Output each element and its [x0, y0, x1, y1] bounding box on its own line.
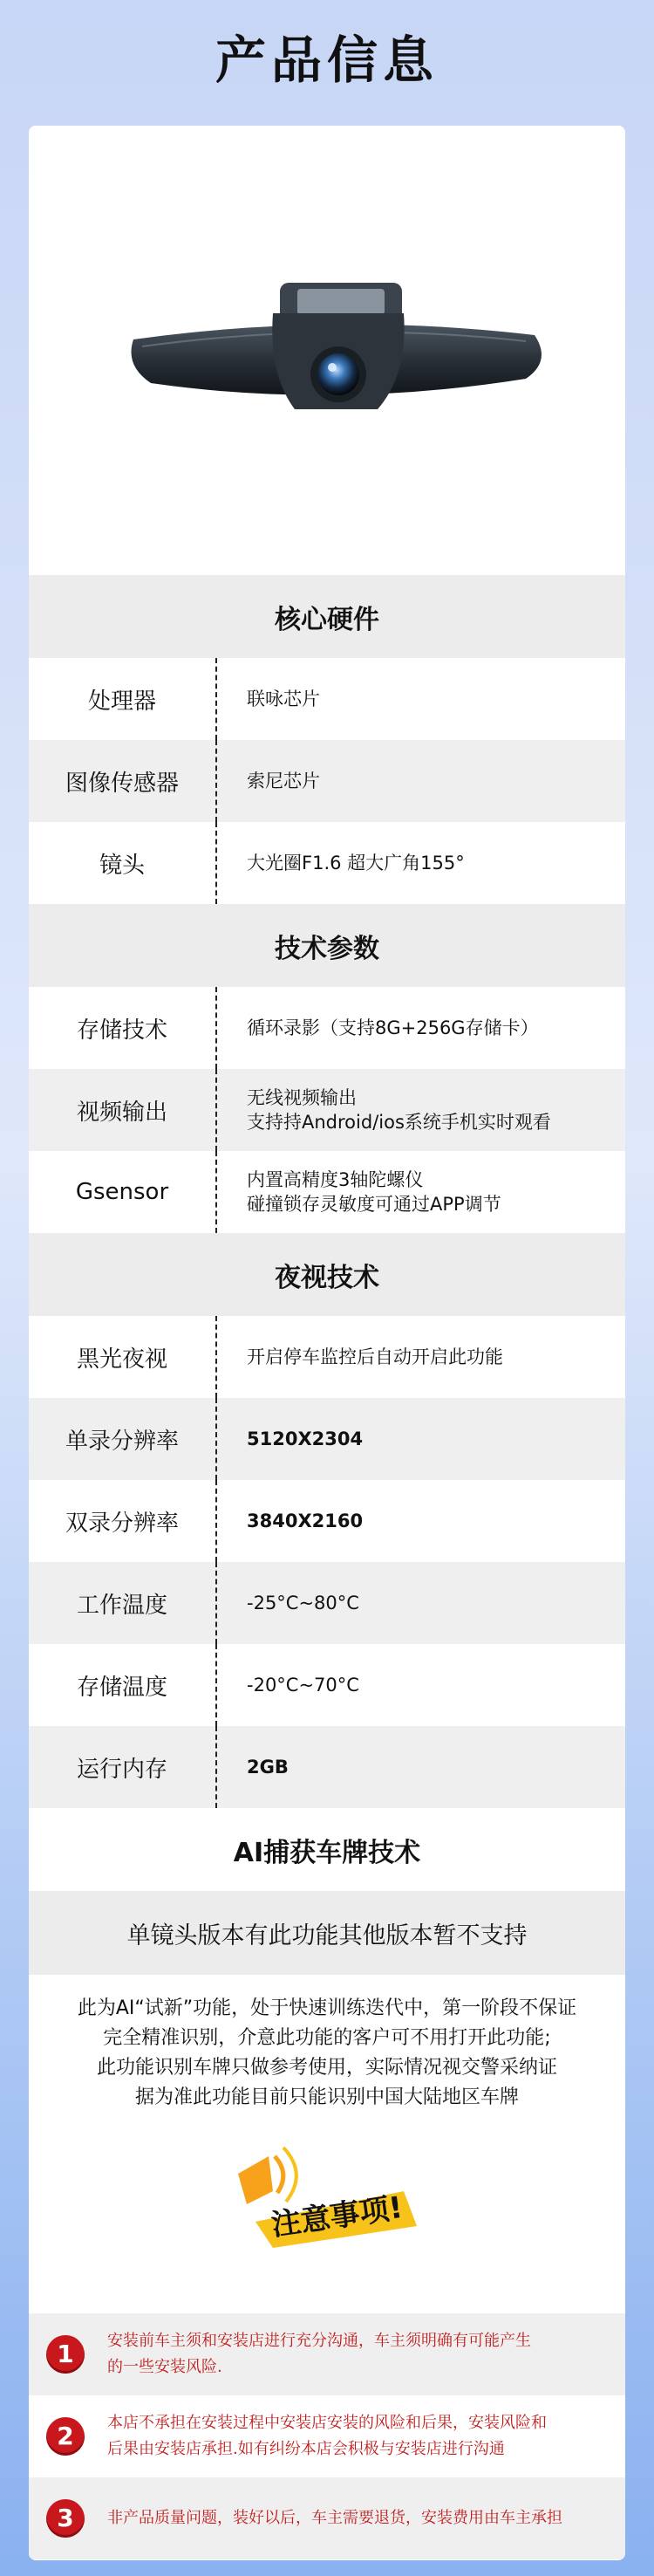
page-title: 产品信息	[215, 31, 439, 90]
spec-label: 存储温度	[76, 1674, 167, 1701]
dashed-divider	[215, 1562, 217, 1644]
ai-description-line: 此为AI“试新”功能，处于快速训练迭代中，第一阶段不保证	[77, 1997, 577, 2019]
dashed-divider	[215, 1151, 217, 1233]
spec-row-video-output	[29, 1069, 625, 1151]
dashed-divider	[215, 987, 217, 1069]
spec-value	[215, 1086, 551, 1134]
spec-value: 大光圈F1.6 超大广角155°	[247, 853, 465, 874]
spec-row-single-resolution	[29, 1398, 625, 1480]
spec-row-image-sensor	[29, 740, 625, 822]
spec-row-lens	[29, 822, 625, 904]
notice-text-line: 后果由安装店承担.如有纠纷本店会积极与安装店进行沟通	[107, 2440, 505, 2458]
notice-item-1	[29, 2313, 625, 2395]
dashed-divider	[215, 1726, 217, 1808]
spec-row-storage	[29, 987, 625, 1069]
notice-text	[107, 2410, 547, 2463]
product-image-area	[29, 126, 625, 575]
spec-label: 双录分辨率	[65, 1510, 179, 1537]
spec-value-line: 内置高精度3轴陀螺仪	[247, 1169, 424, 1190]
notice-item-3	[29, 2477, 625, 2559]
section-header-tech-params: 技术参数	[29, 904, 625, 987]
number-badge: 3	[46, 2499, 85, 2538]
spec-row-dual-resolution	[29, 1480, 625, 1562]
notice-text	[107, 2505, 562, 2531]
section-header-night-vision: 夜视技术	[29, 1233, 625, 1316]
spec-row-processor	[29, 658, 625, 740]
spec-value: 开启停车监控后自动开启此功能	[247, 1346, 503, 1367]
notice-header-area	[29, 2113, 625, 2313]
dashed-divider	[215, 1480, 217, 1562]
spec-row-working-temp	[29, 1562, 625, 1644]
ai-version-banner: 单镜头版本有此功能其他版本暂不支持	[29, 1891, 625, 1975]
spec-value: 2GB	[247, 1757, 289, 1778]
notice-badge	[221, 2139, 430, 2252]
megaphone-icon	[238, 2156, 273, 2204]
product-info-card	[29, 126, 625, 2560]
dashed-divider	[215, 740, 217, 822]
dashed-divider	[215, 1644, 217, 1726]
spec-label: 黑光夜视	[76, 1346, 167, 1373]
ai-description-line: 此功能识别车牌只做参考使用，实际情况视交警采纳证	[96, 2057, 557, 2079]
spec-row-storage-temp	[29, 1644, 625, 1726]
number-badge: 2	[46, 2417, 85, 2456]
dashed-divider	[215, 822, 217, 904]
spec-label: 处理器	[87, 688, 156, 715]
ai-description	[29, 1975, 625, 2113]
spec-label: 运行内存	[76, 1756, 167, 1783]
spec-row-black-light	[29, 1316, 625, 1398]
spec-value-line: 无线视频输出	[247, 1087, 357, 1108]
spec-label: 工作温度	[76, 1592, 167, 1619]
dashed-divider	[215, 1398, 217, 1480]
spec-value	[215, 1168, 501, 1216]
number-badge: 1	[46, 2335, 85, 2374]
spec-value: -20°C~70°C	[247, 1675, 359, 1696]
spec-value: 5120X2304	[247, 1428, 364, 1449]
notice-badge-text: 注意事项!	[269, 2189, 405, 2244]
spec-value: 3840X2160	[247, 1511, 364, 1531]
notice-text-line: 本店不承担在安装过程中安装店安装的风险和后果，安装风险和	[107, 2414, 547, 2432]
section-header-ai-plate: AI捕获车牌技术	[29, 1808, 625, 1891]
dashed-divider	[215, 1316, 217, 1398]
notice-text-line: 非产品质量问题，装好以后，车主需要退货，安装费用由车主承担	[107, 2509, 562, 2527]
notice-item-2	[29, 2395, 625, 2477]
spec-label: Gsensor	[75, 1179, 169, 1205]
spec-row-memory	[29, 1726, 625, 1808]
spec-label: 图像传感器	[65, 770, 179, 797]
section-header-core-hardware: 核心硬件	[29, 575, 625, 658]
spec-value: 联咏芯片	[247, 689, 320, 709]
spec-value-line: 碰撞锁存灵敏度可通过APP调节	[247, 1194, 501, 1215]
spec-row-gsensor	[29, 1151, 625, 1233]
spec-value: 循环录影（支持8G+256G存储卡）	[247, 1017, 539, 1038]
spec-label: 视频输出	[76, 1099, 167, 1126]
notice-text-line: 安装前车主须和安装店进行充分沟通，车主须明确有可能产生	[107, 2332, 531, 2350]
spec-label: 单录分辨率	[65, 1428, 179, 1455]
spec-label: 存储技术	[76, 1017, 167, 1044]
spec-value-line: 支持持Android/ios系统手机实时观看	[247, 1112, 551, 1133]
notice-text	[107, 2328, 531, 2381]
dashed-divider	[215, 1069, 217, 1151]
dashed-divider	[215, 658, 217, 740]
notice-text-line: 的一些安装风险.	[107, 2358, 222, 2376]
spec-value: 索尼芯片	[247, 771, 320, 791]
dash-cam-illustration	[116, 278, 552, 427]
spec-label: 镜头	[99, 852, 145, 879]
dash-cam-mirror-image	[116, 278, 552, 427]
ai-description-line: 完全精准识别，介意此功能的客户可不用打开此功能;	[103, 2027, 551, 2049]
spec-value: -25°C~80°C	[247, 1593, 359, 1613]
ai-description-line: 据为准此功能目前只能识别中国大陆地区车牌	[134, 2086, 519, 2108]
